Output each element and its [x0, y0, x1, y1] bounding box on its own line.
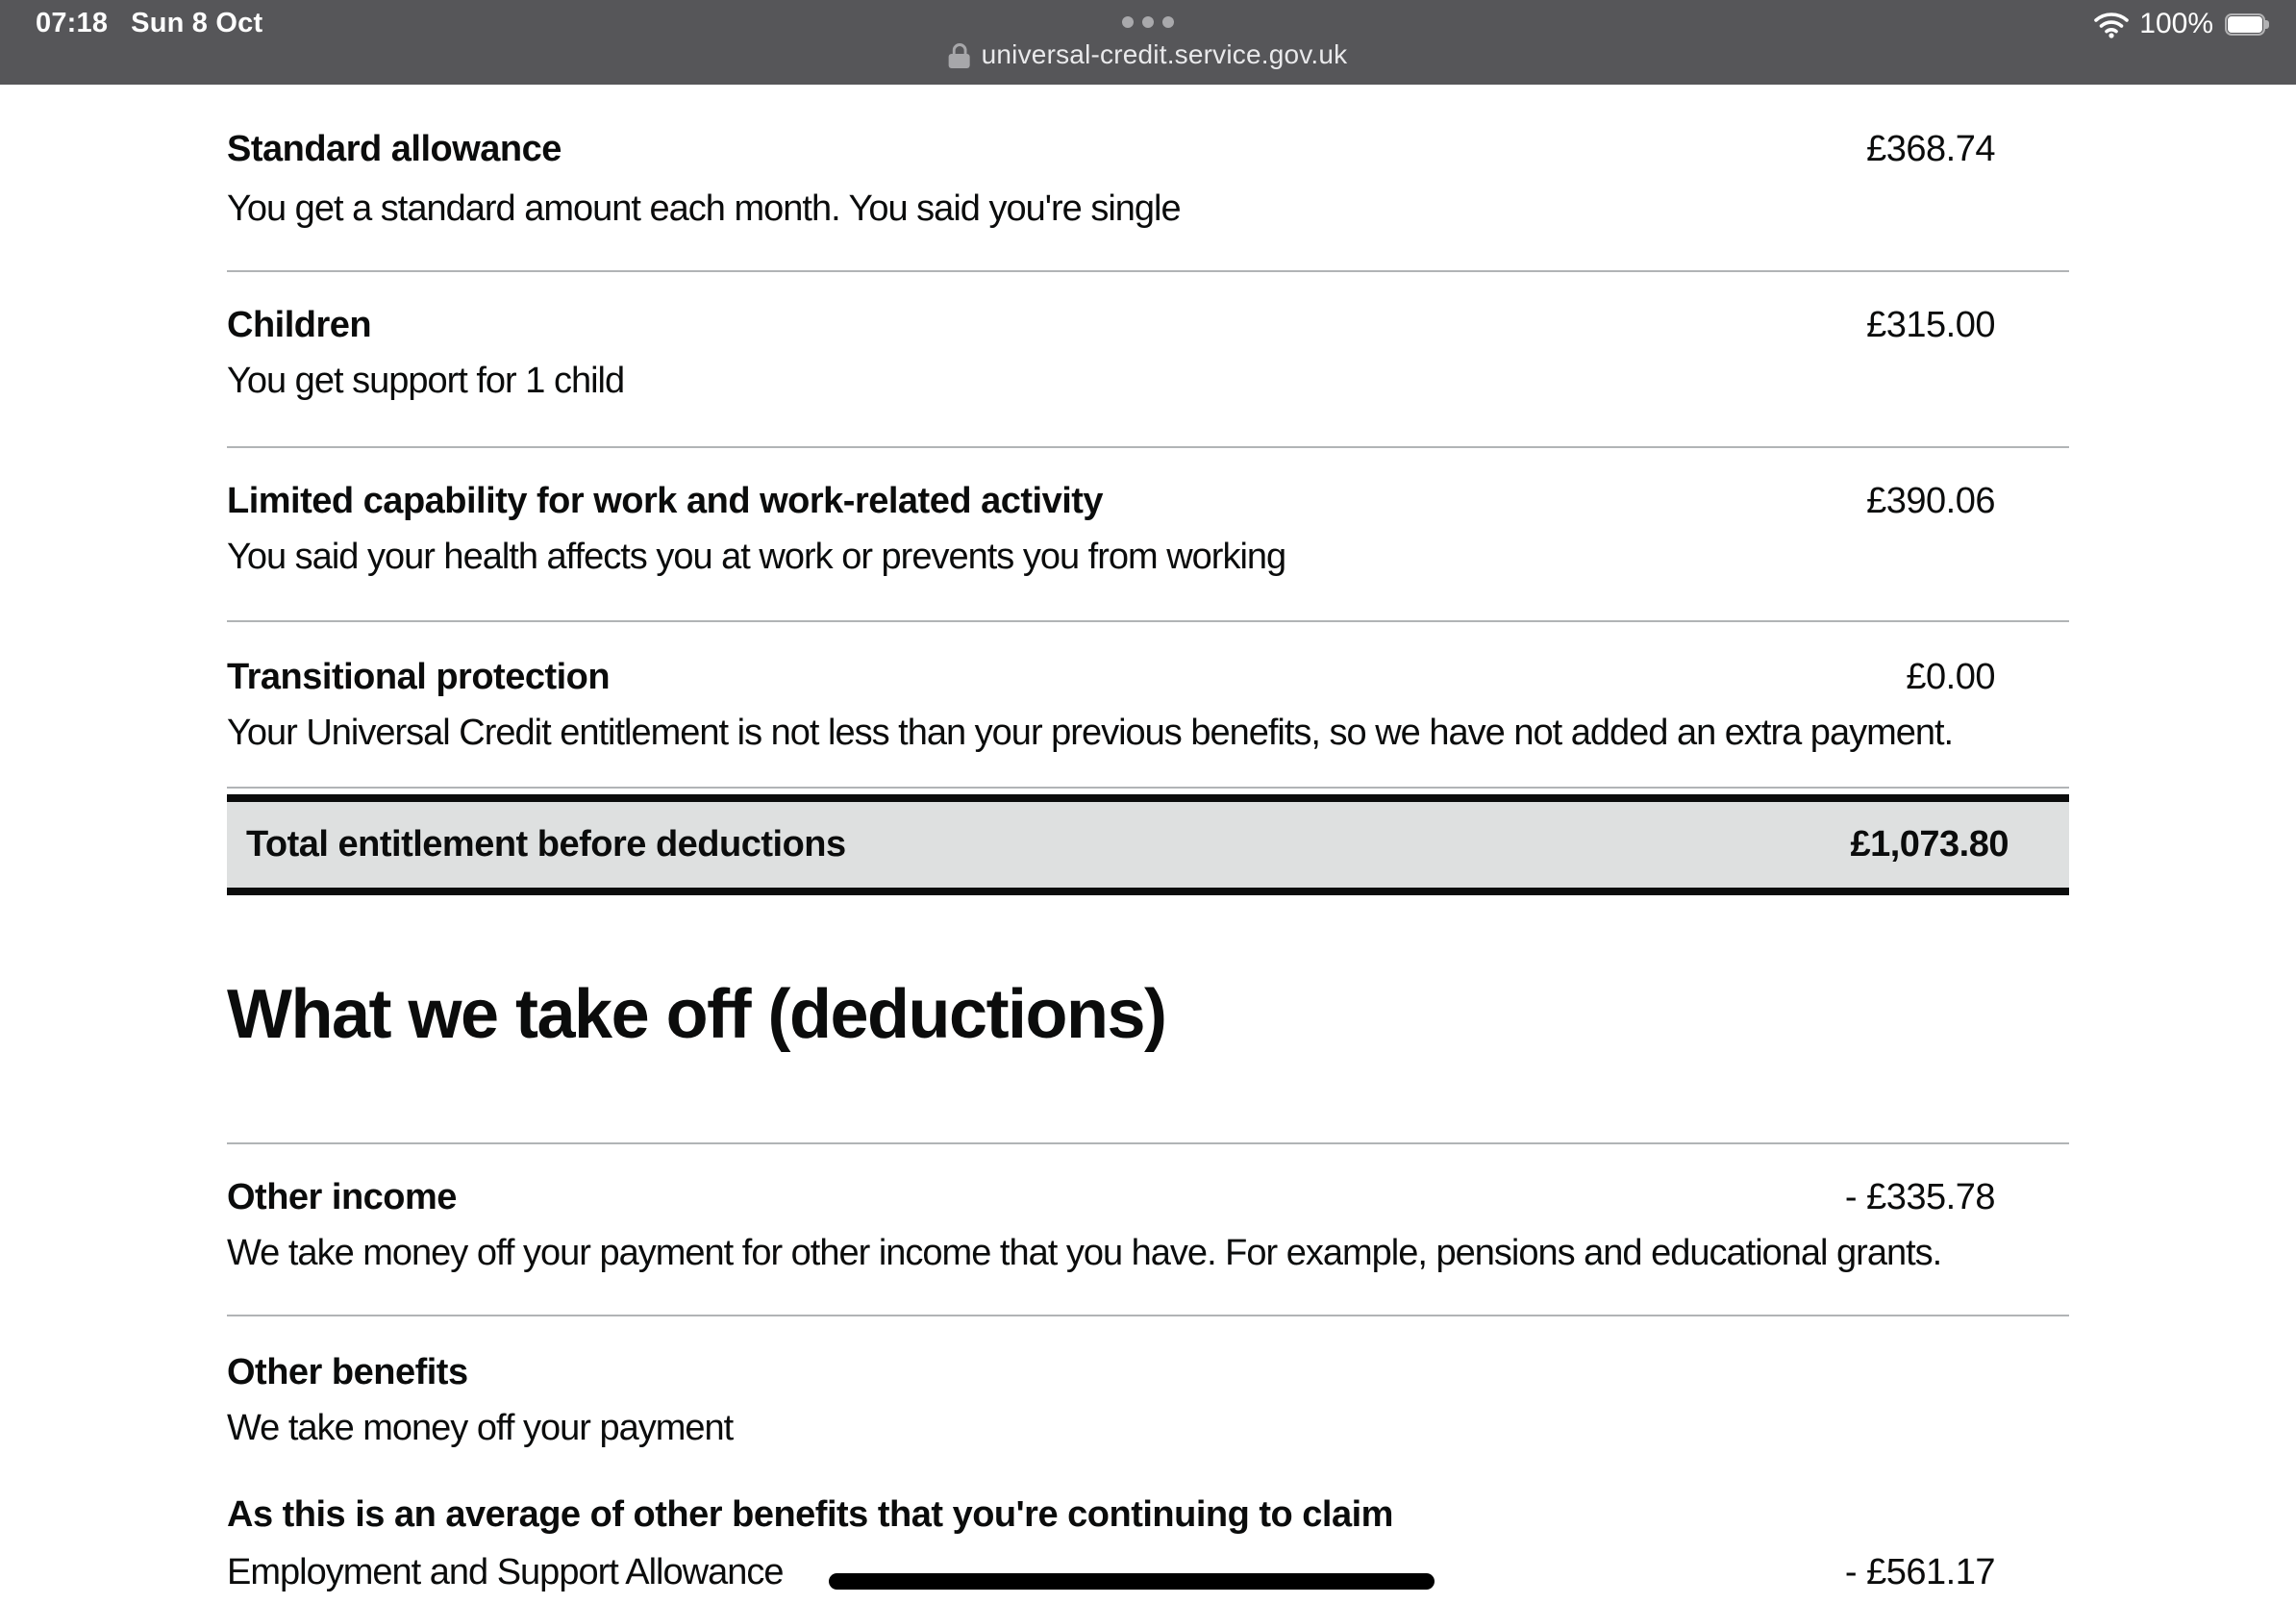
- benefit-row-children: [227, 272, 2069, 448]
- browser-top-bar: [0, 0, 2296, 85]
- deductions-heading: What we take off (deductions): [227, 976, 1166, 1053]
- battery-icon: [2225, 13, 2269, 36]
- benefit-line-esa: [227, 1549, 2069, 1595]
- row-description: You said your health affects you at work or prevents you from working: [227, 537, 1286, 577]
- ellipsis-dot: [1162, 16, 1174, 28]
- battery-percent: 100%: [2139, 8, 2213, 39]
- other-benefits-note: As this is an average of other benefits that you're continuing to claim: [227, 1494, 1393, 1535]
- row-title: Transitional protection: [227, 657, 611, 697]
- row-amount: - £335.78: [1844, 1177, 1995, 1217]
- row-title: Other income: [227, 1177, 457, 1217]
- status-date: Sun 8 Oct: [131, 8, 263, 38]
- benefit-row-transitional-protection: [227, 622, 2069, 789]
- row-amount: £368.74: [1866, 129, 1995, 169]
- lock-icon: [949, 43, 970, 68]
- row-description: You get a standard amount each month. You said you're single: [227, 188, 1181, 229]
- status-left: [36, 8, 262, 39]
- status-time: 07:18: [36, 8, 109, 38]
- benefit-row-standard-allowance: [227, 85, 2069, 272]
- row-title: Other benefits: [227, 1352, 468, 1392]
- row-description: Your Universal Credit entitlement is not less than your previous benefits, so we have not added an extra payment.: [227, 713, 1954, 753]
- payment-statement: [227, 85, 2069, 1595]
- total-label: Total entitlement before deductions: [246, 824, 846, 865]
- wifi-icon: [2093, 10, 2130, 38]
- row-title: Children: [227, 305, 372, 345]
- row-description: You get support for 1 child: [227, 361, 625, 401]
- benefit-row-limited-capability: [227, 448, 2069, 622]
- row-description: We take money off your payment: [227, 1408, 734, 1448]
- row-title: Standard allowance: [227, 129, 562, 169]
- address-bar[interactable]: [949, 39, 1348, 70]
- row-amount: £390.06: [1866, 481, 1995, 521]
- url-text: universal-credit.service.gov.uk: [981, 39, 1348, 69]
- total-entitlement-row: [227, 794, 2069, 895]
- deduction-row-other-income: [227, 1142, 2069, 1316]
- row-amount: £315.00: [1866, 305, 1995, 345]
- row-title: Limited capability for work and work-related activity: [227, 481, 1104, 521]
- status-right: [2093, 8, 2269, 40]
- benefit-line-label: Employment and Support Allowance: [227, 1552, 784, 1592]
- ellipsis-dot: [1122, 16, 1134, 28]
- ellipsis-dot: [1142, 16, 1154, 28]
- row-description: We take money off your payment for other income that you have. For example, pensions and educational grants.: [227, 1233, 1942, 1273]
- redaction-bar: [829, 1573, 1435, 1590]
- page-menu-ellipsis-icon[interactable]: [1122, 16, 1174, 28]
- benefit-line-amount: - £561.17: [1844, 1552, 1995, 1592]
- row-amount: £0.00: [1906, 657, 1995, 697]
- total-amount: £1,073.80: [1850, 824, 2009, 865]
- deduction-row-other-benefits: [227, 1316, 2069, 1451]
